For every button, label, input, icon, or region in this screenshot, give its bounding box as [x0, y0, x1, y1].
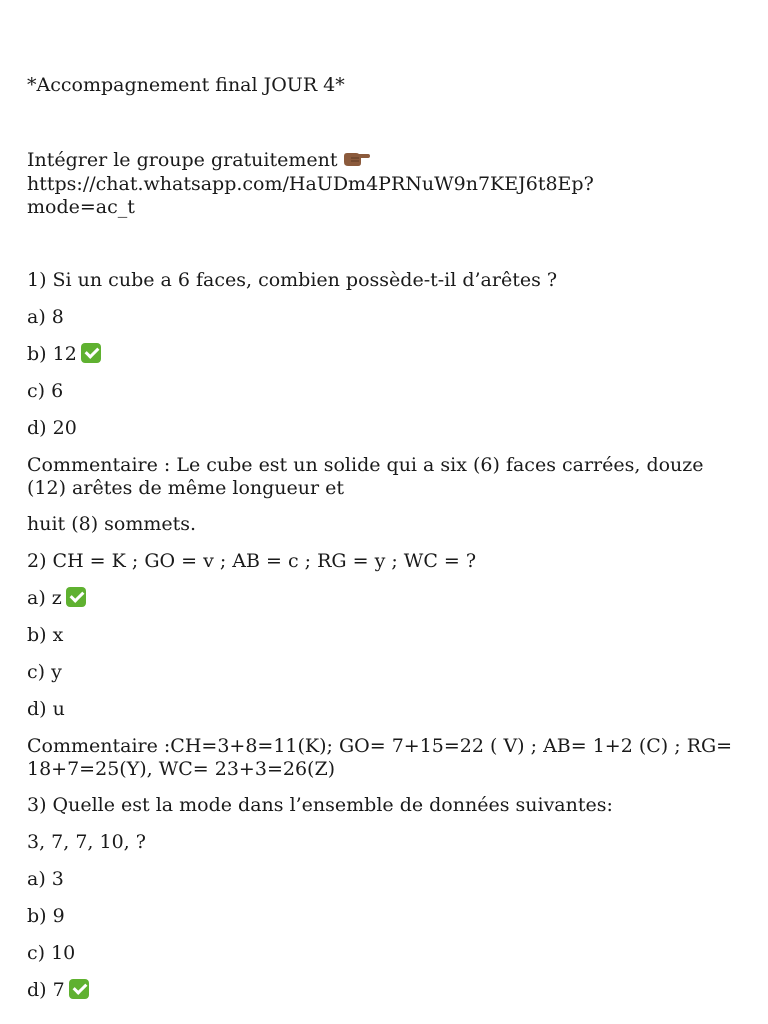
join-group-line — [27, 149, 739, 174]
page-title: *Accompagnement final JOUR 4* — [27, 74, 345, 96]
q1-comment: Commentaire : Le cube est un solide qui a six (6) faces carrées, douze (12) arêtes de même longueur et — [27, 454, 704, 499]
q2-option-d: d) u — [27, 698, 65, 720]
q3-option-a: a) 3 — [27, 868, 64, 890]
q3-option-b: b) 9 — [27, 905, 65, 927]
q2-option-b: b) x — [27, 624, 64, 646]
whatsapp-link-continued[interactable]: mode=ac_t — [27, 196, 135, 218]
q3-option-c: c) 10 — [27, 942, 76, 964]
question-1: 1) Si un cube a 6 faces, combien possède-t-il d’arêtes ? — [27, 269, 558, 291]
q1-option-d: d) 20 — [27, 417, 77, 439]
q3-data-values: 3, 7, 7, 10, ? — [27, 831, 146, 853]
check-mark-button-icon — [81, 343, 101, 363]
check-mark-button-icon — [66, 587, 86, 607]
check-mark-button-icon — [69, 979, 89, 999]
q1-option-a: a) 8 — [27, 306, 64, 328]
q1-option-c: c) 6 — [27, 380, 64, 402]
q1-option-b: b) 12 — [27, 343, 77, 365]
whatsapp-link[interactable]: https://chat.whatsapp.com/HaUDm4PRNuW9n7KEJ6t8Ep? — [27, 173, 594, 195]
q3-option-d-row — [27, 979, 739, 1002]
q2-option-a-row — [27, 587, 739, 610]
join-group-text: Intégrer le groupe gratuitement — [27, 149, 338, 171]
pointing-right-hand-icon — [342, 150, 370, 174]
q2-option-c: c) y — [27, 661, 62, 683]
q2-comment: Commentaire :CH=3+8=11(K); GO= 7+15=22 ( V) ; AB= 1+2 (C) ; RG= 18+7=25(Y), WC= 23+3=26(Z) — [27, 735, 733, 780]
q2-option-a: a) z — [27, 587, 62, 609]
question-3: 3) Quelle est la mode dans l’ensemble de données suivantes: — [27, 794, 613, 816]
q1-comment-end: huit (8) sommets. — [27, 513, 197, 535]
q1-option-b-row — [27, 343, 739, 366]
question-2: 2) CH = K ; GO = v ; AB = c ; RG = y ; WC = ? — [27, 550, 477, 572]
q3-option-d: d) 7 — [27, 979, 65, 1001]
